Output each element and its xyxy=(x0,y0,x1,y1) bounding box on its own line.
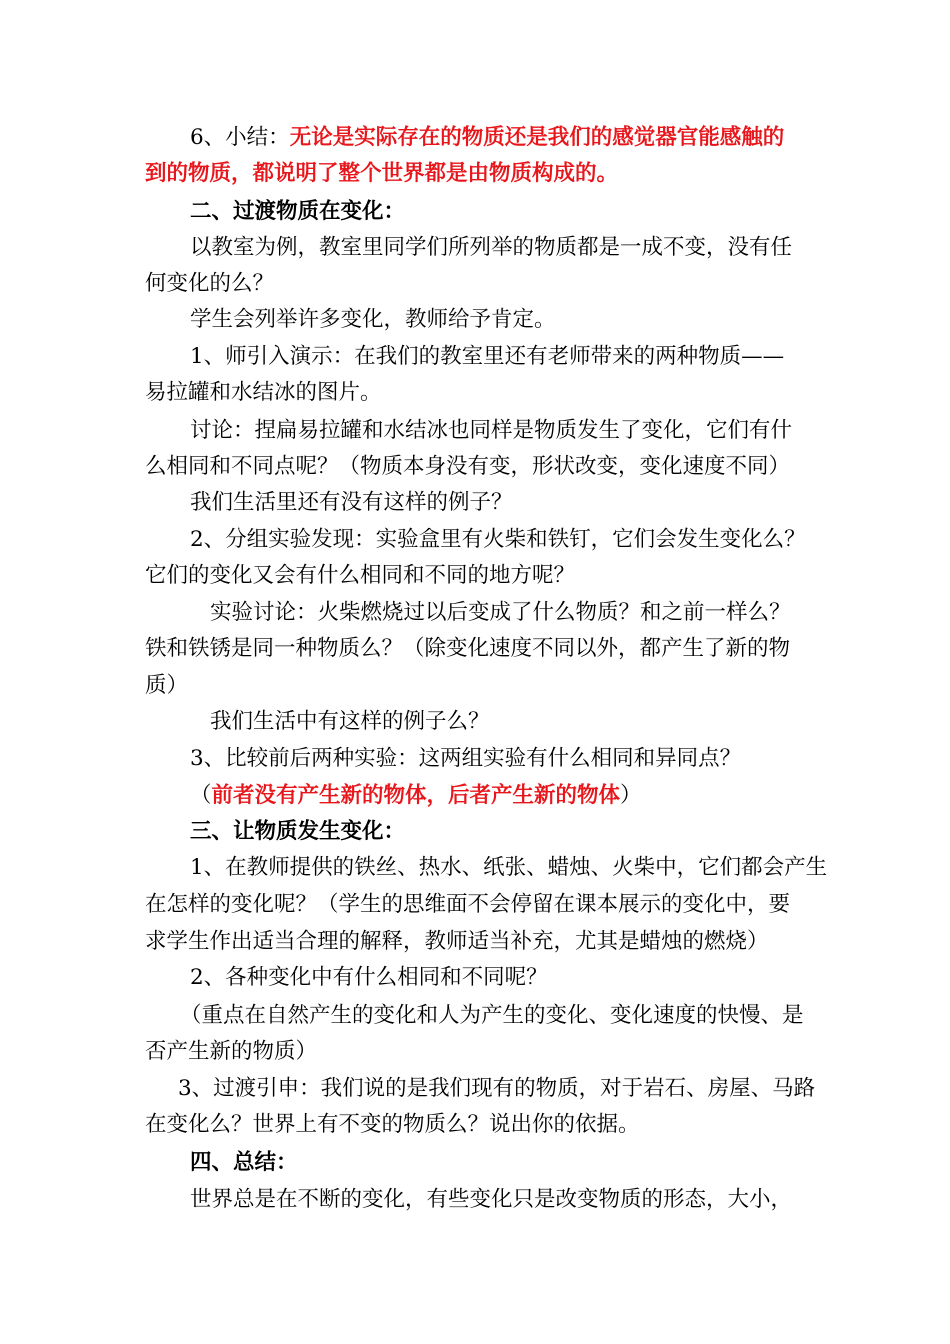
summary-label: 6、小结： xyxy=(190,125,290,150)
section-3-item1-1: 1、在教师提供的铁丝、热水、纸张、蜡烛、火柴中，它们都会产生 xyxy=(190,855,828,880)
section-3-item1-3: 求学生作出适当合理的解释，教师适当补充，尤其是蜡烛的燃烧） xyxy=(145,929,769,954)
section-3-note-1: （重点在自然产生的变化和人为产生的变化、变化速度的快慢、是 xyxy=(180,1003,804,1028)
section-2-demo-1: 1、师引入演示：在我们的教室里还有老师带来的两种物质—— xyxy=(190,344,785,369)
section-3-note-2: 否产生新的物质） xyxy=(145,1039,318,1064)
summary-line-1 xyxy=(190,124,784,152)
section-2-heading: 二、过渡物质在变化： xyxy=(190,199,406,224)
summary-emphasis-1: 无论是实际存在的物质还是我们的感觉器官能感触的 xyxy=(289,125,785,150)
summary-emphasis-2: 到的物质，都说明了整个世界都是由物质构成的。 xyxy=(145,161,619,186)
section-2-exp-3: 质） xyxy=(145,673,189,698)
section-4-text-1: 世界总是在不断的变化，有些变化只是改变物质的形态，大小， xyxy=(190,1187,793,1212)
section-2-life-1: 我们生活里还有没有这样的例子？ xyxy=(190,490,513,515)
section-4-heading: 四、总结： xyxy=(190,1150,298,1175)
paren-close: ） xyxy=(620,783,642,808)
section-2-exp-1: 实验讨论：火柴燃烧过以后变成了什么物质？和之前一样么？ xyxy=(210,600,791,625)
section-2-intro-2: 何变化的么？ xyxy=(145,271,275,296)
section-2-discuss-2: 么相同和不同点呢？（物质本身没有变，形状改变，变化速度不同） xyxy=(145,454,791,479)
section-2-students: 学生会列举许多变化，教师给予肯定。 xyxy=(190,307,556,332)
section-3-item3-1: 3、过渡引申：我们说的是我们现有的物质，对于岩石、房屋、马路 xyxy=(178,1076,816,1101)
section-2-demo-2: 易拉罐和水结冰的图片。 xyxy=(145,380,382,405)
section-2-group-2: 它们的变化又会有什么相同和不同的地方呢？ xyxy=(145,563,576,588)
section-2-group-1: 2、分组实验发现：实验盒里有火柴和铁钉，它们会发生变化么？ xyxy=(190,527,806,552)
section-2-life-2: 我们生活中有这样的例子么？ xyxy=(210,709,490,734)
section-3-heading: 三、让物质发生变化： xyxy=(190,819,406,844)
section-3-item3-2: 在变化么？世界上有不变的物质么？说出你的依据。 xyxy=(145,1112,640,1137)
section-2-discuss-1: 讨论：捏扁易拉罐和水结冰也同样是物质发生了变化，它们有什 xyxy=(190,418,793,443)
paren-open: （ xyxy=(190,783,212,808)
compare-emphasis: 前者没有产生新的物体，后者产生新的物体 xyxy=(211,783,621,808)
section-3-item1-2: 在怎样的变化呢？（学生的思维面不会停留在课本展示的变化中，要 xyxy=(145,892,791,917)
section-2-compare-answer xyxy=(190,782,642,810)
section-2-compare: 3、比较前后两种实验：这两组实验有什么相同和异同点？ xyxy=(190,746,742,771)
section-2-exp-2: 铁和铁锈是同一种物质么？（除变化速度不同以外，都产生了新的物 xyxy=(145,636,791,661)
section-2-intro-1: 以教室为例，教室里同学们所列举的物质都是一成不变，没有任 xyxy=(190,235,793,260)
section-3-item2: 2、各种变化中有什么相同和不同呢？ xyxy=(190,965,548,990)
